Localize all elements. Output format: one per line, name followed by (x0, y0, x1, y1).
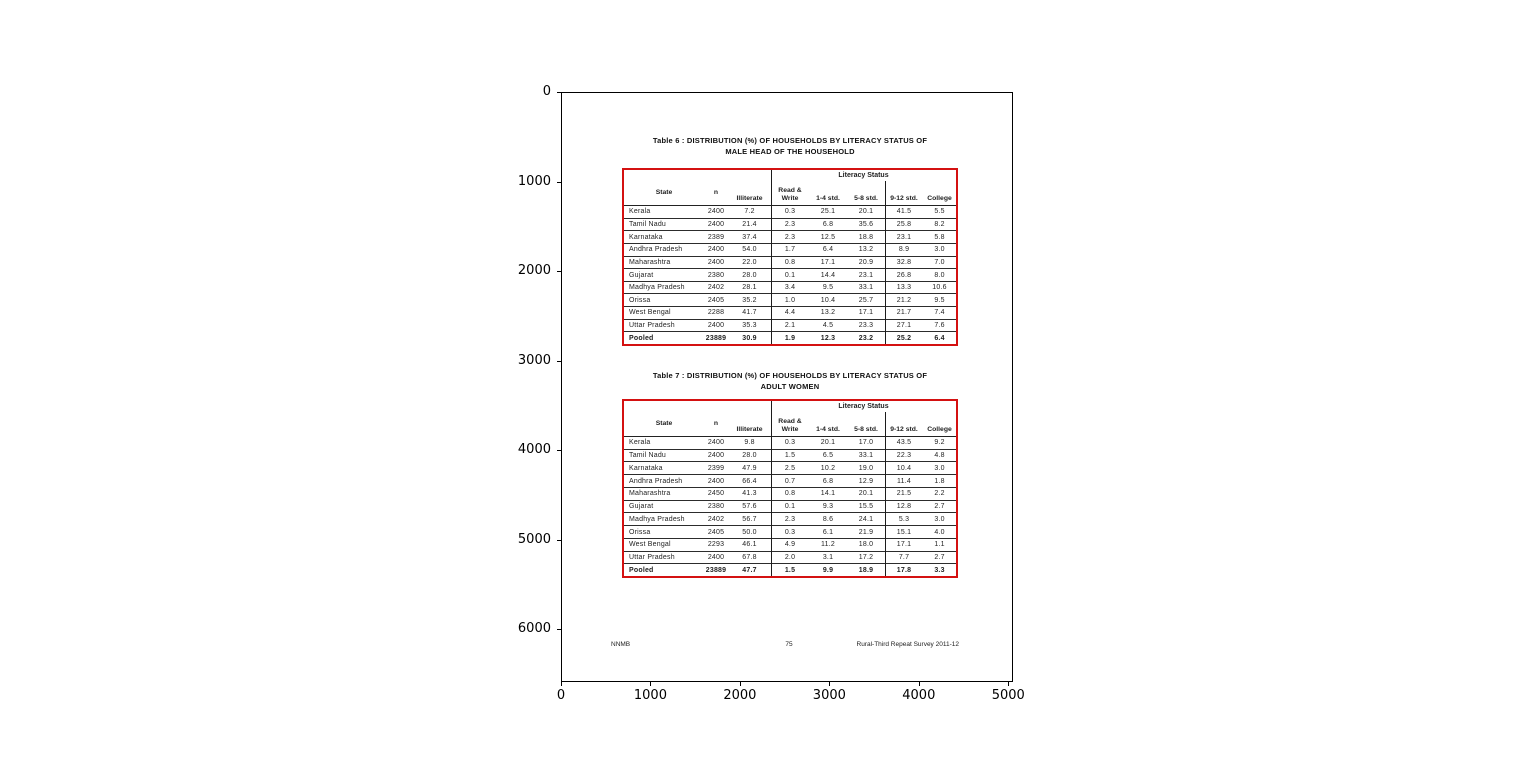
column-header: 9-12 std. (890, 194, 918, 202)
value-cell: 3.0 (934, 464, 945, 472)
value-cell: 2293 (707, 541, 725, 549)
column-header: 9-12 std. (890, 425, 918, 433)
value-cell: 9.9 (822, 566, 834, 574)
table-row (624, 268, 956, 281)
value-cell: 12.8 (896, 503, 912, 511)
value-cell: 2380 (707, 503, 725, 511)
value-cell: 33.1 (858, 284, 874, 292)
value-cell: 28.0 (742, 271, 757, 279)
value-cell: 2400 (707, 553, 725, 561)
table6-title-line1: Table 6 : DISTRIBUTION (%) OF HOUSEHOLDS BY LITERACY STATUS OF (652, 136, 928, 145)
value-cell: 7.2 (744, 208, 755, 216)
value-cell: 3.0 (934, 246, 945, 254)
value-cell: 0.3 (784, 439, 796, 447)
state-cell: Orissa (629, 528, 651, 536)
value-cell: 41.5 (896, 208, 912, 216)
value-cell: 21.5 (896, 490, 912, 498)
value-cell: 47.9 (742, 464, 757, 472)
table-row (624, 281, 956, 294)
value-cell: 22.0 (742, 258, 757, 266)
value-cell: 30.9 (742, 334, 757, 342)
y-tick-label: 5000 (517, 531, 551, 547)
table-row (624, 500, 956, 513)
value-cell: 10.4 (820, 296, 836, 304)
state-cell: Gujarat (629, 503, 654, 511)
value-cell: 3.1 (822, 553, 834, 561)
value-cell: 2402 (707, 284, 725, 292)
value-cell: 2.3 (784, 515, 796, 523)
value-cell: 2.7 (934, 503, 945, 511)
value-cell: 28.0 (742, 452, 757, 460)
value-cell: 37.4 (742, 233, 757, 241)
x-tick-mark (829, 682, 830, 686)
table-row (624, 319, 956, 332)
value-cell: 5.5 (934, 208, 945, 216)
x-tick-label: 2000 (723, 688, 757, 703)
table-row (624, 563, 956, 576)
value-cell: 17.1 (896, 541, 912, 549)
x-tick-mark (740, 682, 741, 686)
value-cell: 50.0 (742, 528, 757, 536)
value-cell: 25.7 (858, 296, 874, 304)
value-cell: 0.7 (784, 477, 796, 485)
state-cell: Madhya Pradesh (629, 515, 685, 523)
value-cell: 2380 (707, 271, 725, 279)
value-cell: 41.3 (742, 490, 757, 498)
table-header (624, 401, 956, 437)
y-tick-mark (557, 540, 561, 541)
column-header: State (655, 189, 673, 197)
y-tick-label: 3000 (517, 352, 551, 368)
value-cell: 4.8 (934, 452, 945, 460)
table-row (624, 525, 956, 538)
y-tick-mark (557, 450, 561, 451)
y-tick-mark (557, 629, 561, 630)
value-cell: 2400 (707, 477, 725, 485)
value-cell: 5.8 (934, 233, 945, 241)
value-cell: 19.0 (858, 464, 874, 472)
value-cell: 6.4 (934, 334, 945, 342)
table-row (624, 461, 956, 474)
x-tick-mark (650, 682, 651, 686)
value-cell: 27.1 (896, 322, 912, 330)
table-row (624, 538, 956, 551)
state-cell: Karnataka (629, 233, 663, 241)
value-cell: 8.2 (934, 220, 945, 228)
group-header-literacy-status: Literacy Status (838, 172, 889, 179)
table7-title-line2: ADULT WOMEN (760, 381, 820, 391)
value-cell: 21.9 (858, 528, 874, 536)
value-cell: 2400 (707, 208, 725, 216)
value-cell: 0.1 (784, 271, 796, 279)
x-tick-mark (561, 682, 562, 686)
x-tick-label: 0 (556, 688, 566, 703)
table-row (624, 218, 956, 231)
value-cell: 1.5 (784, 566, 796, 574)
value-cell: 35.2 (742, 296, 757, 304)
group-header-literacy-status: Literacy Status (838, 403, 889, 410)
x-tick-mark (1008, 682, 1009, 686)
value-cell: 13.3 (896, 284, 912, 292)
column-header: Read & Write (778, 187, 802, 202)
value-cell: 20.1 (858, 208, 874, 216)
value-cell: 25.1 (820, 208, 836, 216)
value-cell: 2400 (707, 220, 725, 228)
value-cell: 9.5 (934, 296, 945, 304)
state-cell: Orissa (629, 296, 651, 304)
footer-survey-name: Rural-Third Repeat Survey 2011-12 (856, 641, 959, 648)
value-cell: 10.4 (896, 464, 912, 472)
table7-title-line1: Table 7 : DISTRIBUTION (%) OF HOUSEHOLDS BY LITERACY STATUS OF (652, 371, 928, 380)
state-cell: Kerala (629, 439, 651, 447)
value-cell: 8.0 (934, 271, 945, 279)
y-tick-mark (557, 361, 561, 362)
state-cell: Uttar Pradesh (629, 553, 675, 561)
value-cell: 23.1 (858, 271, 874, 279)
value-cell: 2450 (707, 490, 725, 498)
value-cell: 13.2 (820, 309, 836, 317)
value-cell: 22.3 (896, 452, 912, 460)
value-cell: 21.2 (896, 296, 912, 304)
value-cell: 2400 (707, 258, 725, 266)
value-cell: 10.2 (820, 464, 836, 472)
value-cell: 43.5 (896, 439, 912, 447)
table-row (624, 206, 956, 218)
table-row (624, 551, 956, 564)
x-tick-label: 3000 (812, 688, 846, 703)
value-cell: 1.7 (784, 246, 796, 254)
value-cell: 2.2 (934, 490, 945, 498)
table-row (624, 437, 956, 449)
value-cell: 2400 (707, 452, 725, 460)
value-cell: 15.1 (896, 528, 912, 536)
value-cell: 2405 (707, 296, 725, 304)
state-cell: Maharashtra (629, 258, 671, 266)
value-cell: 1.8 (934, 477, 945, 485)
value-cell: 2400 (707, 322, 725, 330)
value-cell: 28.1 (742, 284, 757, 292)
y-tick-label: 2000 (517, 263, 551, 279)
value-cell: 20.1 (820, 439, 836, 447)
y-tick-label: 0 (542, 84, 551, 99)
table-header (624, 170, 956, 206)
value-cell: 8.9 (898, 246, 910, 254)
state-cell: Uttar Pradesh (629, 322, 675, 330)
value-cell: 6.1 (822, 528, 834, 536)
value-cell: 35.6 (858, 220, 874, 228)
value-cell: 26.8 (896, 271, 912, 279)
footer-page-number: 75 (785, 641, 793, 648)
value-cell: 57.6 (742, 503, 757, 511)
value-cell: 18.9 (858, 566, 874, 574)
table-row (624, 243, 956, 256)
value-cell: 6.8 (822, 477, 834, 485)
table-row (624, 449, 956, 462)
value-cell: 2.5 (784, 464, 796, 472)
value-cell: 2399 (707, 464, 725, 472)
value-cell: 7.0 (934, 258, 945, 266)
value-cell: 56.7 (742, 515, 757, 523)
y-tick-mark (557, 182, 561, 183)
value-cell: 11.4 (897, 477, 911, 485)
value-cell: 2.1 (784, 322, 796, 330)
value-cell: 17.2 (858, 553, 874, 561)
column-header: Illiterate (736, 194, 763, 202)
value-cell: 2400 (707, 246, 725, 254)
table-body (624, 206, 956, 344)
footer-org: NNMB (611, 641, 631, 648)
value-cell: 12.9 (858, 477, 874, 485)
value-cell: 9.8 (744, 439, 755, 447)
value-cell: 5.3 (898, 515, 910, 523)
value-cell: 32.8 (896, 258, 912, 266)
column-group-divider (771, 401, 772, 576)
value-cell: 33.1 (858, 452, 874, 460)
value-cell: 35.3 (742, 322, 757, 330)
value-cell: 2402 (707, 515, 725, 523)
table-row (624, 230, 956, 243)
table-row (624, 293, 956, 306)
column-header: College (927, 194, 952, 202)
table6-title-line2: MALE HEAD OF THE HOUSEHOLD (725, 146, 855, 156)
value-cell: 0.8 (784, 258, 796, 266)
table-row (624, 487, 956, 500)
value-cell: 3.3 (934, 566, 945, 574)
value-cell: 4.5 (822, 322, 834, 330)
table6-title (622, 136, 958, 157)
value-cell: 41.7 (742, 309, 757, 317)
value-cell: 18.8 (858, 233, 874, 241)
state-cell: Gujarat (629, 271, 654, 279)
table-row (624, 306, 956, 319)
value-cell: 1.1 (934, 541, 945, 549)
column-group-divider (885, 412, 886, 576)
value-cell: 15.5 (858, 503, 874, 511)
value-cell: 0.8 (784, 490, 796, 498)
state-cell: West Bengal (629, 541, 671, 549)
value-cell: 1.0 (784, 296, 796, 304)
value-cell: 47.7 (742, 566, 757, 574)
page-footer (562, 641, 1012, 653)
y-tick-label: 6000 (517, 621, 551, 637)
value-cell: 14.4 (820, 271, 836, 279)
table7-title (622, 371, 958, 392)
value-cell: 0.3 (784, 208, 796, 216)
value-cell: 8.6 (822, 515, 834, 523)
value-cell: 66.4 (742, 477, 757, 485)
value-cell: 3.4 (784, 284, 796, 292)
column-header: 5-8 std. (854, 194, 878, 202)
value-cell: 3.0 (934, 515, 945, 523)
value-cell: 9.2 (934, 439, 945, 447)
x-tick-label: 4000 (902, 688, 936, 703)
column-header: Illiterate (736, 425, 763, 433)
y-tick-mark (557, 271, 561, 272)
table-row (624, 331, 956, 344)
value-cell: 9.5 (822, 284, 834, 292)
value-cell: 2405 (707, 528, 725, 536)
x-tick-mark (919, 682, 920, 686)
value-cell: 21.7 (896, 309, 912, 317)
value-cell: 2.3 (784, 233, 796, 241)
value-cell: 1.5 (784, 452, 796, 460)
state-cell: Madhya Pradesh (629, 284, 685, 292)
value-cell: 24.1 (858, 515, 874, 523)
value-cell: 4.0 (934, 528, 945, 536)
value-cell: 14.1 (820, 490, 836, 498)
state-cell: Pooled (629, 566, 654, 574)
value-cell: 25.2 (896, 334, 912, 342)
column-header: 1-4 std. (816, 425, 840, 433)
column-group-divider (771, 170, 772, 344)
column-header: n (713, 189, 719, 197)
value-cell: 11.2 (821, 541, 835, 549)
value-cell: 7.6 (934, 322, 945, 330)
value-cell: 17.1 (858, 309, 874, 317)
value-cell: 54.0 (742, 246, 757, 254)
value-cell: 1.9 (784, 334, 796, 342)
value-cell: 12.5 (820, 233, 836, 241)
value-cell: 21.4 (742, 220, 757, 228)
state-cell: Tamil Nadu (629, 452, 667, 460)
value-cell: 2288 (707, 309, 725, 317)
value-cell: 6.5 (822, 452, 834, 460)
value-cell: 23889 (705, 334, 727, 342)
y-tick-label: 1000 (517, 173, 551, 189)
value-cell: 67.8 (742, 553, 757, 561)
value-cell: 46.1 (742, 541, 757, 549)
state-cell: Kerala (629, 208, 651, 216)
value-cell: 0.1 (784, 503, 796, 511)
value-cell: 4.9 (784, 541, 796, 549)
table-row (624, 512, 956, 525)
value-cell: 23.3 (858, 322, 874, 330)
state-cell: West Bengal (629, 309, 671, 317)
value-cell: 23.1 (896, 233, 912, 241)
y-tick-label: 4000 (517, 442, 551, 458)
value-cell: 23.2 (858, 334, 874, 342)
value-cell: 12.3 (820, 334, 836, 342)
plot-axes (561, 92, 1013, 682)
state-cell: Tamil Nadu (629, 220, 667, 228)
value-cell: 6.4 (822, 246, 834, 254)
table-row (624, 256, 956, 269)
column-header: 5-8 std. (854, 425, 878, 433)
value-cell: 9.3 (822, 503, 834, 511)
value-cell: 17.8 (896, 566, 912, 574)
table6-literacy-male-head (622, 168, 958, 346)
value-cell: 18.0 (858, 541, 874, 549)
state-cell: Maharashtra (629, 490, 671, 498)
value-cell: 2.0 (784, 553, 796, 561)
state-cell: Pooled (629, 334, 654, 342)
value-cell: 25.8 (896, 220, 912, 228)
value-cell: 4.4 (784, 309, 796, 317)
x-tick-label: 5000 (991, 688, 1025, 703)
value-cell: 2.7 (934, 553, 945, 561)
value-cell: 2400 (707, 439, 725, 447)
column-header: n (713, 420, 719, 428)
column-header: College (927, 425, 952, 433)
value-cell: 23889 (705, 566, 727, 574)
x-tick-label: 1000 (633, 688, 667, 703)
value-cell: 6.8 (822, 220, 834, 228)
value-cell: 13.2 (858, 246, 874, 254)
table-row (624, 474, 956, 487)
column-header: 1-4 std. (816, 194, 840, 202)
state-cell: Karnataka (629, 464, 663, 472)
column-group-divider (885, 181, 886, 344)
column-header: Read & Write (778, 418, 802, 433)
value-cell: 17.1 (820, 258, 836, 266)
value-cell: 20.1 (858, 490, 874, 498)
value-cell: 0.3 (784, 528, 796, 536)
value-cell: 17.0 (858, 439, 874, 447)
state-cell: Andhra Pradesh (629, 477, 683, 485)
state-cell: Andhra Pradesh (629, 246, 683, 254)
value-cell: 10.6 (932, 284, 947, 292)
value-cell: 20.9 (858, 258, 874, 266)
value-cell: 7.4 (934, 309, 945, 317)
value-cell: 7.7 (898, 553, 910, 561)
y-tick-mark (557, 92, 561, 93)
value-cell: 2.3 (784, 220, 796, 228)
scanned-page (562, 93, 1012, 681)
table7-literacy-adult-women (622, 399, 958, 578)
column-header: State (655, 420, 673, 428)
table-body (624, 437, 956, 576)
value-cell: 2389 (707, 233, 725, 241)
